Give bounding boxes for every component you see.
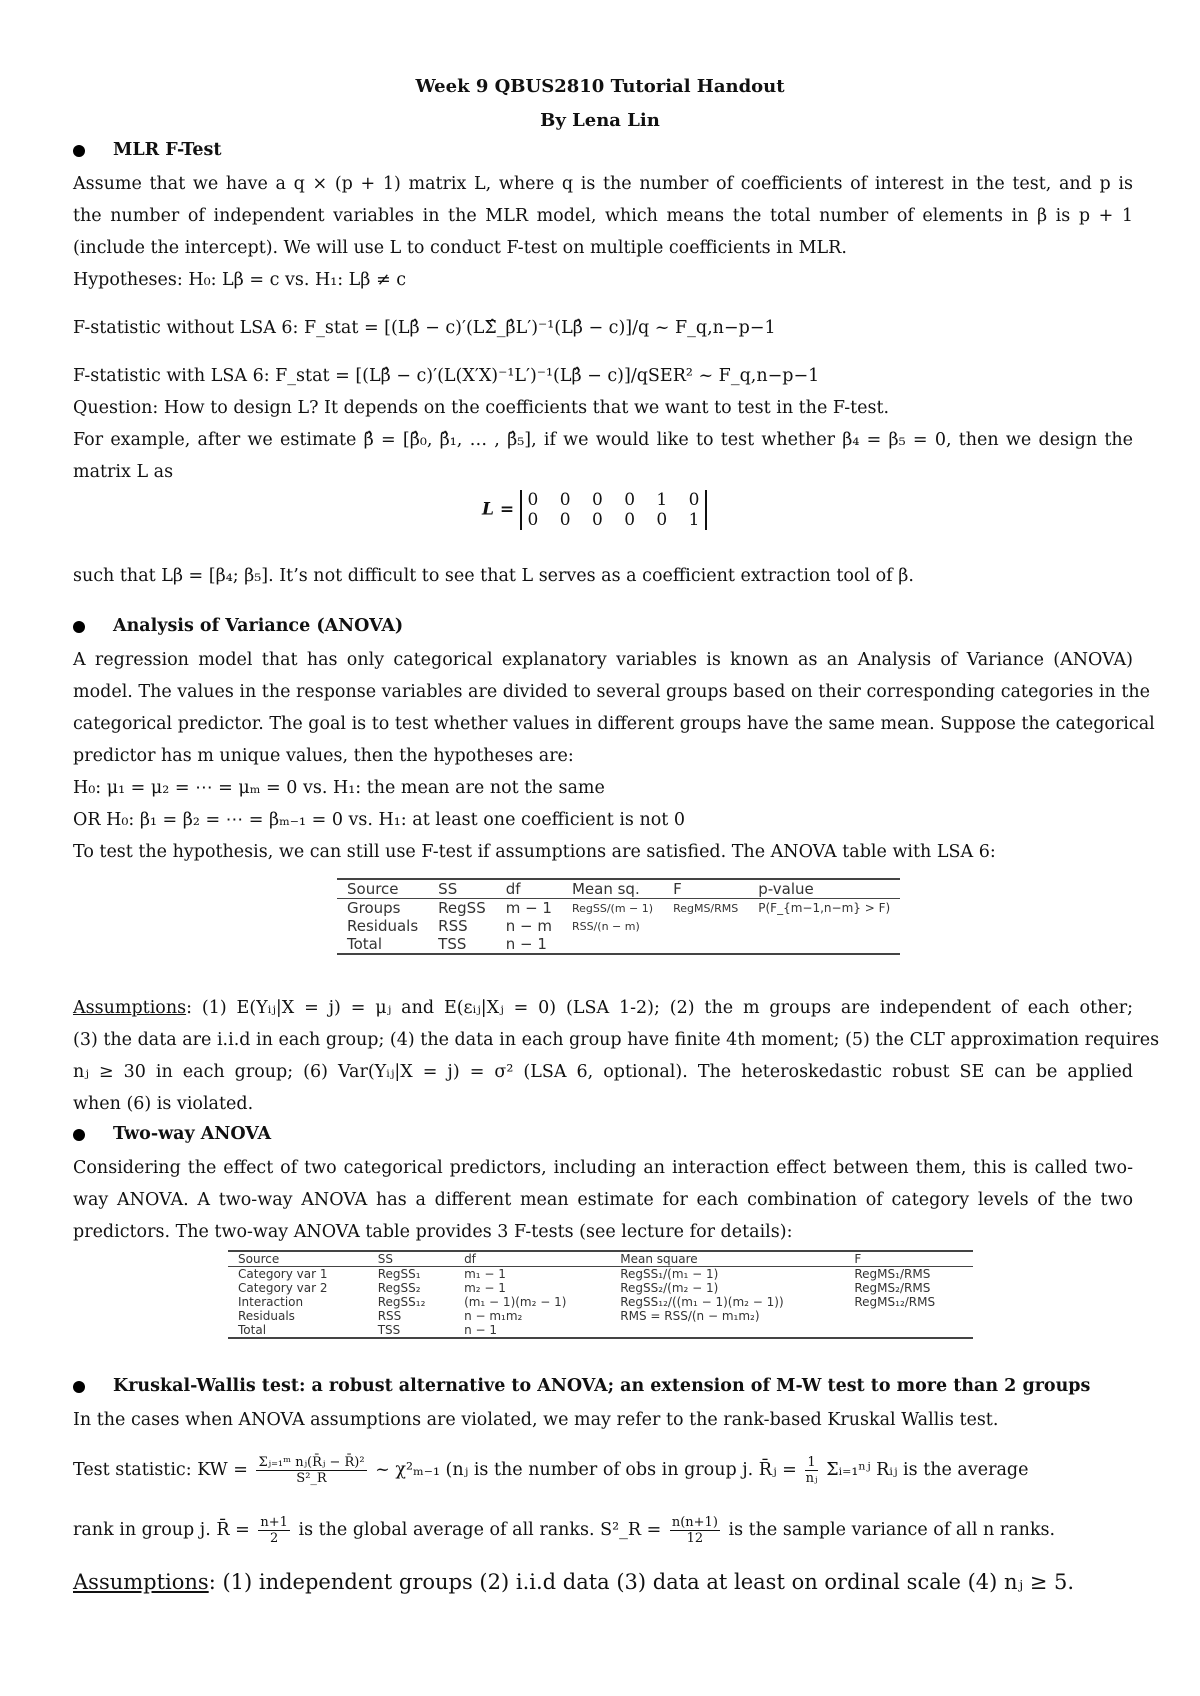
anova-paragraph-line: To test the hypothesis, we can still use F-test if assumptions are satisfied. The ANOVA table with LSA 6:: [73, 842, 996, 862]
anova-assumptions-line: [73, 992, 1133, 1024]
table-row: [337, 899, 900, 918]
fraction-numerator: n+1: [260, 1515, 288, 1530]
table-cell: [610, 1323, 844, 1338]
sr-fraction: [670, 1515, 720, 1546]
rj-fraction: [805, 1455, 817, 1486]
table-cell: [663, 935, 748, 954]
anova-paragraph-line: categorical predictor. The goal is to test whether values in different groups have the same mean. Suppose the categorical: [73, 714, 1155, 734]
kw-paragraph-line: In the cases when ANOVA assumptions are violated, we may refer to the rank-based Kruskal Wallis test.: [73, 1410, 999, 1430]
rbar-fraction: [258, 1515, 290, 1546]
table-header-cell: p-value: [748, 879, 900, 899]
table-row: [228, 1267, 973, 1282]
anova-assumptions-line: (3) the data are i.i.d in each group; (4) the data in each group have finite 4th moment; (5) the CLT approximation requires: [73, 1030, 1160, 1050]
mlr-paragraph-line: the number of independent variables in the MLR model, which means the total number of elements in β is p + 1: [73, 206, 1133, 226]
anova-paragraph-line: predictor has m unique values, then the hypotheses are:: [73, 746, 574, 766]
section-twoway-heading: Two-way ANOVA: [73, 1124, 271, 1144]
assumptions-label: Assumptions: [73, 1570, 209, 1594]
anova-assumptions-line: nⱼ ≥ 30 in each group; (6) Var(Yᵢⱼ|X = j) = σ² (LSA 6, optional). The heteroskedastic robust SE can be applied: [73, 1062, 1133, 1082]
f-statistic-without-lsa6: F-statistic without LSA 6: F_stat = [(Lβ̂ − c)′(LΣ̂_β̂L′)⁻¹(Lβ̂ − c)]/q ~ F_q,n−p−1: [73, 318, 776, 338]
table-cell: RSS: [377, 1309, 402, 1323]
table-cell: RegSS/(m − 1): [571, 901, 654, 915]
table-cell: n − 1: [464, 1323, 497, 1337]
twoway-paragraph-line: predictors. The two-way ANOVA table provides 3 F-tests (see lecture for details):: [73, 1222, 793, 1242]
table-cell: Total: [347, 935, 383, 953]
table-cell: RegSS₁₂: [377, 1295, 426, 1309]
table-cell: RSS: [438, 917, 468, 935]
fraction-denominator: S²_R: [296, 1471, 327, 1486]
table-cell: RegMS/RMS: [673, 901, 739, 915]
table-cell: Residuals: [347, 917, 419, 935]
table-cell: [844, 1323, 973, 1338]
table-cell: RegMS₁/RMS: [854, 1267, 931, 1281]
table-cell: RegSS₁: [377, 1267, 421, 1281]
matrix-row: 0 0 0 0 1 0: [527, 490, 700, 510]
twoway-paragraph-line: Considering the effect of two categorical predictors, including an interaction effect between them, this is called two-: [73, 1158, 1133, 1178]
table-row: [228, 1323, 973, 1338]
fraction-denominator: 12: [686, 1531, 704, 1546]
table-header-cell: SS: [368, 1251, 454, 1267]
table-header-cell: Source: [228, 1251, 368, 1267]
table-header-cell: F: [663, 879, 748, 899]
table-cell: [748, 917, 900, 935]
table-cell: RegSS₂: [377, 1281, 421, 1295]
section-kruskal-wallis-heading: Kruskal-Wallis test: a robust alternative to ANOVA; an extension of M-W test to more than 2 groups: [73, 1376, 1090, 1396]
anova-hypothesis: H₀: μ₁ = μ₂ = ⋯ = μₘ = 0 vs. H₁: the mean are not the same: [73, 778, 605, 798]
table-row: [337, 917, 900, 935]
matrix-label: L =: [482, 499, 515, 520]
assumptions-text: : (1) independent groups (2) i.i.d data (3) data at least on ordinal scale (4) nⱼ ≥ 5.: [208, 1570, 1075, 1594]
twoway-paragraph-line: way ANOVA. A two-way ANOVA has a different mean estimate for each combination of category levels of the two: [73, 1190, 1133, 1210]
table-header-cell: Source: [337, 879, 428, 899]
table-cell: RegSS: [438, 899, 486, 917]
table-cell: Residuals: [238, 1309, 295, 1323]
section-mlr-heading: MLR F-Test: [73, 140, 221, 160]
table-cell: Interaction: [238, 1295, 304, 1309]
section-anova-heading: Analysis of Variance (ANOVA): [73, 616, 403, 636]
matrix-row: 0 0 0 0 0 1: [527, 510, 700, 530]
table-cell: Total: [238, 1323, 267, 1337]
table-header-cell: Mean sq.: [562, 879, 663, 899]
table-cell: RegSS₁/(m₁ − 1): [620, 1267, 719, 1281]
table-cell: n − m₁m₂: [464, 1309, 523, 1323]
table-cell: (m₁ − 1)(m₂ − 1): [464, 1295, 567, 1309]
table-cell: [844, 1309, 973, 1323]
matrix-l: [482, 490, 707, 530]
author-line: By Lena Lin: [540, 110, 660, 131]
table-header-cell: df: [496, 879, 562, 899]
table-row: [337, 935, 900, 954]
table-cell: TSS: [438, 935, 467, 953]
kw-stat-prefix: Test statistic: KW =: [73, 1460, 248, 1480]
table-cell: RMS = RSS/(n − m₁m₂): [620, 1309, 760, 1323]
assumptions-label: Assumptions: [73, 998, 187, 1018]
table-row: [228, 1295, 973, 1309]
table-cell: RegMS₂/RMS: [854, 1281, 931, 1295]
mlr-paragraph-line: (include the intercept). We will use L to conduct F-test on multiple coefficients in MLR.: [73, 238, 847, 258]
mlr-example-line: For example, after we estimate β̂ = [β̂₀, β̂₁, … , β̂₅], if we would like to test whether β₄ = β₅ = 0, then we design the: [73, 430, 1133, 450]
mlr-such-that: such that Lβ = [β₄; β₅]. It’s not difficult to see that L serves as a coefficient extraction tool of β.: [73, 566, 914, 586]
table-cell: m − 1: [505, 899, 552, 917]
bullet-icon: [73, 1129, 85, 1141]
kw-fraction: [256, 1455, 366, 1486]
table-header-cell: df: [454, 1251, 610, 1267]
table-cell: RegSS₂/(m₂ − 1): [620, 1281, 719, 1295]
table-cell: RSS/(n − m): [571, 919, 640, 933]
fraction-numerator: 1: [807, 1455, 816, 1470]
f-statistic-with-lsa6: F-statistic with LSA 6: F_stat = [(Lβ̂ − c)′(L(X′X)⁻¹L′)⁻¹(Lβ̂ − c)]/qSER² ~ F_q,n−p−1: [73, 366, 820, 386]
table-header-cell: SS: [428, 879, 496, 899]
assumptions-text: : (1) E(Yᵢⱼ|X = j) = μⱼ and E(εᵢⱼ|Xⱼ = 0) (LSA 1-2); (2) the m groups are independent of each other;: [186, 998, 1133, 1018]
anova-table: [337, 878, 900, 955]
table-cell: Category var 2: [238, 1281, 328, 1295]
table-header-row: [337, 879, 900, 899]
kw-stat-text: Σᵢ₌₁ⁿʲ Rᵢⱼ is the average: [826, 1460, 1029, 1480]
table-row: [228, 1309, 973, 1323]
mlr-example-line: matrix L as: [73, 462, 174, 482]
table-header-cell: F: [844, 1251, 973, 1267]
table-cell: n − 1: [505, 935, 547, 953]
bullet-icon: [73, 1381, 85, 1393]
bullet-icon: [73, 145, 85, 157]
page-title: Week 9 QBUS2810 Tutorial Handout: [415, 76, 785, 97]
mlr-hypotheses: Hypotheses: H₀: Lβ = c vs. H₁: Lβ ≠ c: [73, 270, 407, 290]
anova-paragraph-line: model. The values in the response variables are divided to several groups based on their corresponding categories in the: [73, 682, 1151, 702]
kw-stat-text: ~ χ²ₘ₋₁ (nⱼ is the number of obs in group j. R̄ⱼ =: [375, 1460, 797, 1480]
table-cell: m₂ − 1: [464, 1281, 506, 1295]
kw-rank-line: [73, 1510, 1133, 1550]
table-header-row: [228, 1251, 973, 1267]
anova-assumptions-line: when (6) is violated.: [73, 1094, 254, 1114]
kw-rank-text: is the global average of all ranks. S²_R =: [298, 1520, 662, 1540]
fraction-denominator: nⱼ: [805, 1471, 818, 1486]
table-cell: [663, 917, 748, 935]
table-cell: [562, 935, 663, 954]
table-cell: m₁ − 1: [464, 1267, 506, 1281]
table-cell: RegMS₁₂/RMS: [854, 1295, 936, 1309]
fraction-numerator: n(n+1): [671, 1515, 718, 1530]
table-cell: TSS: [377, 1323, 401, 1337]
kw-rank-text: is the sample variance of all n ranks.: [728, 1520, 1056, 1540]
kw-assumptions-line: [73, 1566, 1133, 1598]
table-cell: P(F_{m−1,n−m} > F): [758, 901, 891, 915]
anova-hypothesis-alt: OR H₀: β₁ = β₂ = ⋯ = βₘ₋₁ = 0 vs. H₁: at least one coefficient is not 0: [73, 810, 686, 830]
matrix-body: [520, 490, 708, 530]
table-cell: Groups: [347, 899, 401, 917]
table-header-cell: Mean square: [610, 1251, 844, 1267]
bullet-icon: [73, 621, 85, 633]
table-cell: n − m: [505, 917, 552, 935]
table-cell: [748, 935, 900, 954]
mlr-question: Question: How to design L? It depends on the coefficients that we want to test in the F-test.: [73, 398, 890, 418]
twoway-anova-table: [228, 1250, 973, 1339]
fraction-denominator: 2: [269, 1531, 279, 1546]
table-row: [228, 1281, 973, 1295]
table-cell: Category var 1: [238, 1267, 328, 1281]
kw-rank-text: rank in group j. R̄ =: [73, 1520, 250, 1540]
fraction-numerator: Σⱼ₌₁ᵐ nⱼ(R̄ⱼ − R̄)²: [258, 1455, 365, 1470]
anova-paragraph-line: A regression model that has only categorical explanatory variables is known as an Analysis of Variance (ANOVA): [73, 650, 1133, 670]
mlr-paragraph-line: Assume that we have a q × (p + 1) matrix L, where q is the number of coefficients of interest in the test, and p is: [73, 174, 1133, 194]
table-cell: RegSS₁₂/((m₁ − 1)(m₂ − 1)): [620, 1295, 784, 1309]
kw-test-statistic: [73, 1450, 1133, 1490]
